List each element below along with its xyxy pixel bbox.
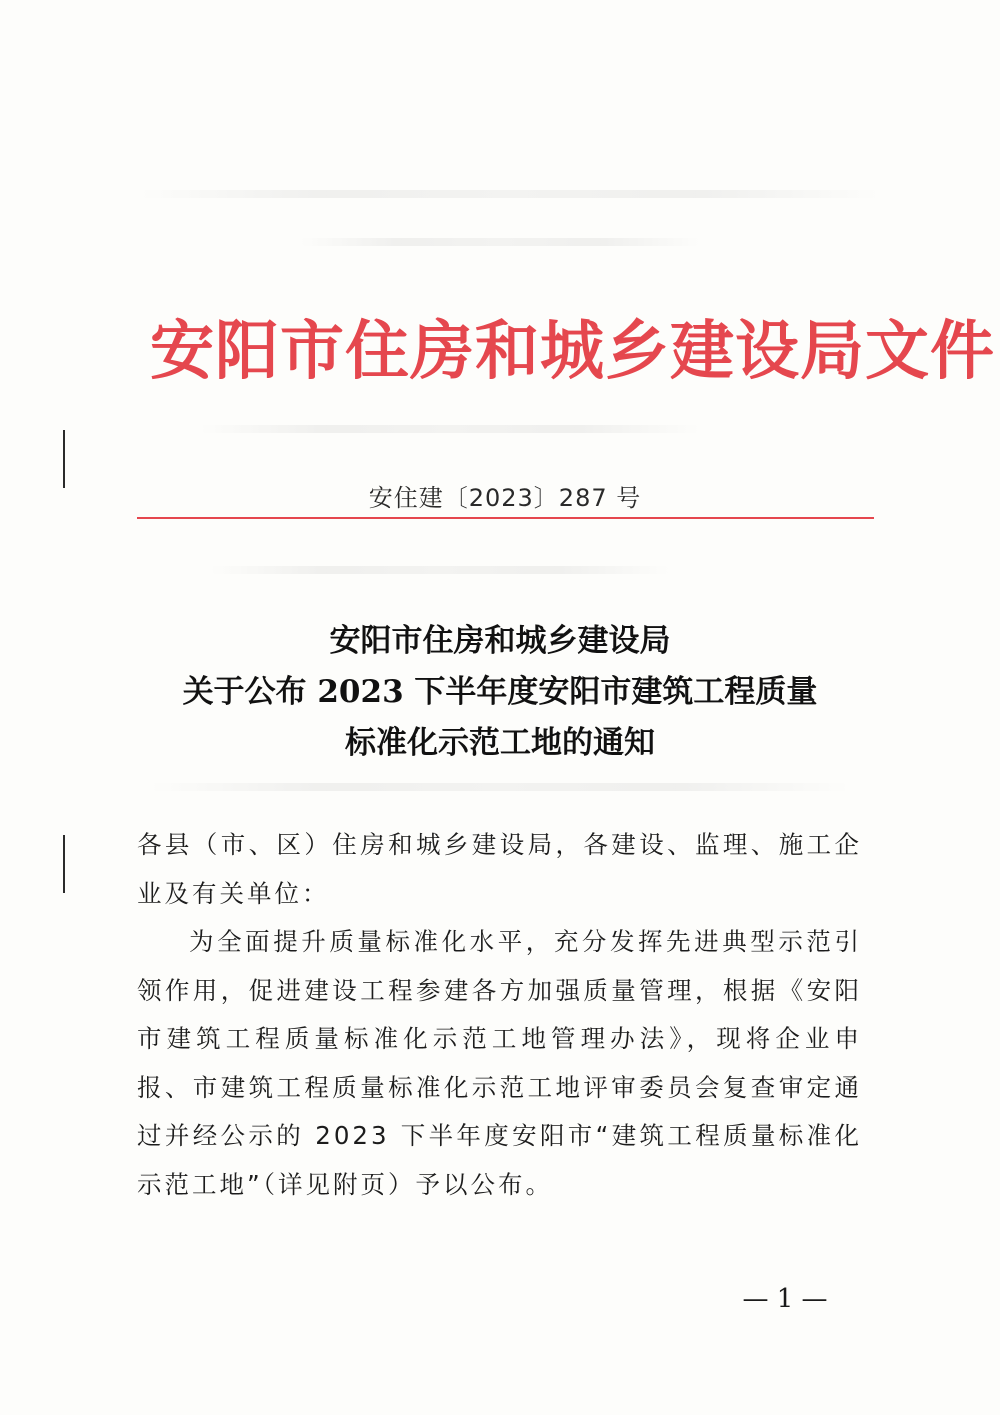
binding-mark [63,430,65,488]
notice-title-line: 关于公布 2023 下半年度安阳市建筑工程质量 [182,674,818,710]
document-number: 安住建〔2023〕287 号 [368,484,642,512]
red-divider-line [137,517,874,519]
notice-title-line: 安阳市住房和城乡建设局 [329,623,671,659]
scan-artifact [140,190,880,198]
scan-artifact [210,566,670,574]
scan-artifact [300,238,700,246]
letterhead-title: 安阳市住房和城乡建设局文件 [150,314,995,389]
notice-title-line: 标准化示范工地的通知 [345,725,655,761]
binding-mark [63,835,65,893]
addressee: 各县（市、区）住房和城乡建设局，各建设、监理、施工企业及有关单位： [137,830,862,908]
body-paragraph: 为全面提升质量标准化水平，充分发挥先进典型示范引领作用，促进建设工程参建各方加强质量管理，根据《安阳市建筑工程质量标准化示范工地管理办法》，现将企业申报、市建筑工程质量标准化示范工地评审委员会复查审定通过并经公示的 2023 下半年度安阳市“建筑工程质量标准化示范工地”（详见附页）予以公布。 [137,927,862,1199]
page-number: — 1 — [742,1284,828,1314]
notice-title [120,616,880,769]
scan-artifact [150,783,850,791]
body-text [137,821,862,1209]
scan-artifact [200,425,700,433]
